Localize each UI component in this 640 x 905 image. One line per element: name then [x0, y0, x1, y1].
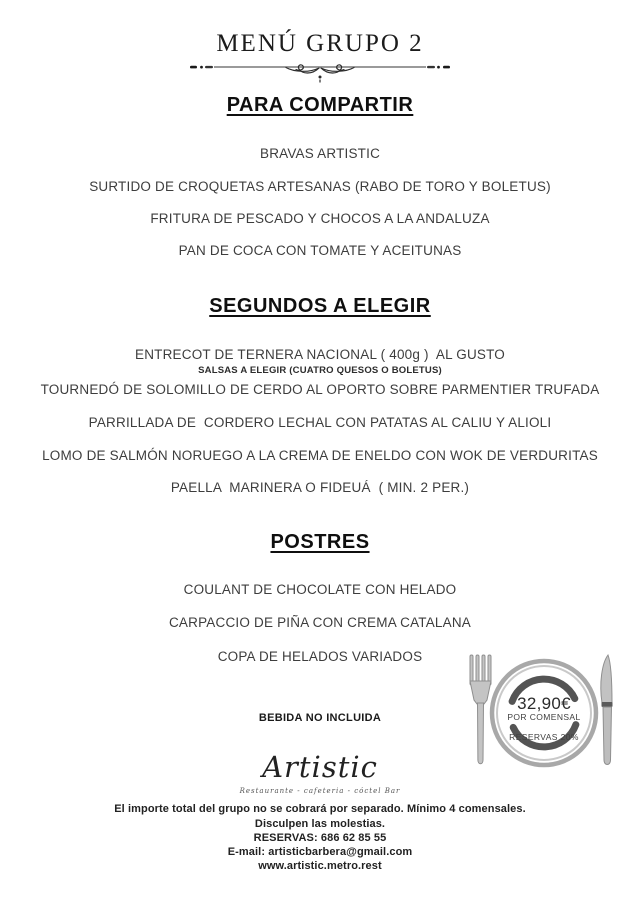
- menu-item: COULANT DE CHOCOLATE CON HELADO: [183, 582, 457, 597]
- menu-item: BRAVAS ARTISTIC: [259, 146, 381, 161]
- page-title: MENÚ GRUPO 2: [216, 30, 424, 57]
- drinks-not-included-note: BEBIDA NO INCLUIDA: [258, 712, 382, 724]
- menu-item: SURTIDO DE CROQUETAS ARTESANAS (RABO DE TORO Y BOLETUS): [89, 179, 551, 194]
- menu-item: LOMO DE SALMÓN NORUEGO A LA CREMA DE ENELDO CON WOK DE VERDURITAS: [42, 448, 598, 463]
- section-heading-para-compartir: PARA COMPARTIR: [226, 94, 414, 116]
- menu-item: PAN DE COCA CON TOMATE Y ACEITUNAS: [178, 243, 462, 258]
- knife-icon: [601, 655, 613, 765]
- section-heading-segundos: SEGUNDOS A ELEGIR: [209, 295, 431, 317]
- menu-item: FRITURA DE PESCADO Y CHOCOS A LA ANDALUZA: [150, 211, 490, 226]
- menu-item-note: SALSAS A ELEGIR (CUATRO QUESOS O BOLETUS): [198, 365, 442, 376]
- divider-ornament-icon: [190, 59, 450, 85]
- footer-email: E-mail: artisticbarbera@gmail.com: [227, 846, 413, 858]
- footer-phone: RESERVAS: 686 62 85 55: [253, 832, 387, 844]
- menu-item: TOURNEDÓ DE SOLOMILLO DE CERDO AL OPORTO SOBRE PARMENTIER TRUFADA: [40, 382, 600, 397]
- price-per-label: POR COMENSAL: [507, 712, 581, 722]
- fork-icon: [470, 655, 491, 764]
- brand-logo: Artistic: [262, 750, 378, 784]
- section-heading-postres: POSTRES: [270, 531, 370, 553]
- price-value: 32,90€: [517, 694, 571, 713]
- brand-tagline: Restaurante - cafeteria - cóctel Bar: [239, 787, 401, 795]
- reservas-label: RESERVAS 20%: [509, 732, 579, 742]
- title-divider: [0, 59, 640, 90]
- menu-item: COPA DE HELADOS VARIADOS: [217, 649, 423, 664]
- menu-item: PAELLA MARINERA O FIDEUÁ ( MIN. 2 PER.): [170, 480, 470, 495]
- footer-website: www.artistic.metro.rest: [258, 860, 382, 872]
- menu-item: ENTRECOT DE TERNERA NACIONAL ( 400g ) AL GUSTO: [135, 347, 505, 362]
- footer-note-line: El importe total del grupo no se cobrará por separado. Mínimo 4 comensales.: [114, 803, 526, 815]
- footer-note-line: Disculpen las molestias.: [254, 818, 386, 830]
- menu-item: CARPACCIO DE PIÑA CON CREMA CATALANA: [168, 615, 471, 630]
- menu-item: PARRILLADA DE CORDERO LECHAL CON PATATAS AL CALIU Y ALIOLI: [88, 415, 552, 430]
